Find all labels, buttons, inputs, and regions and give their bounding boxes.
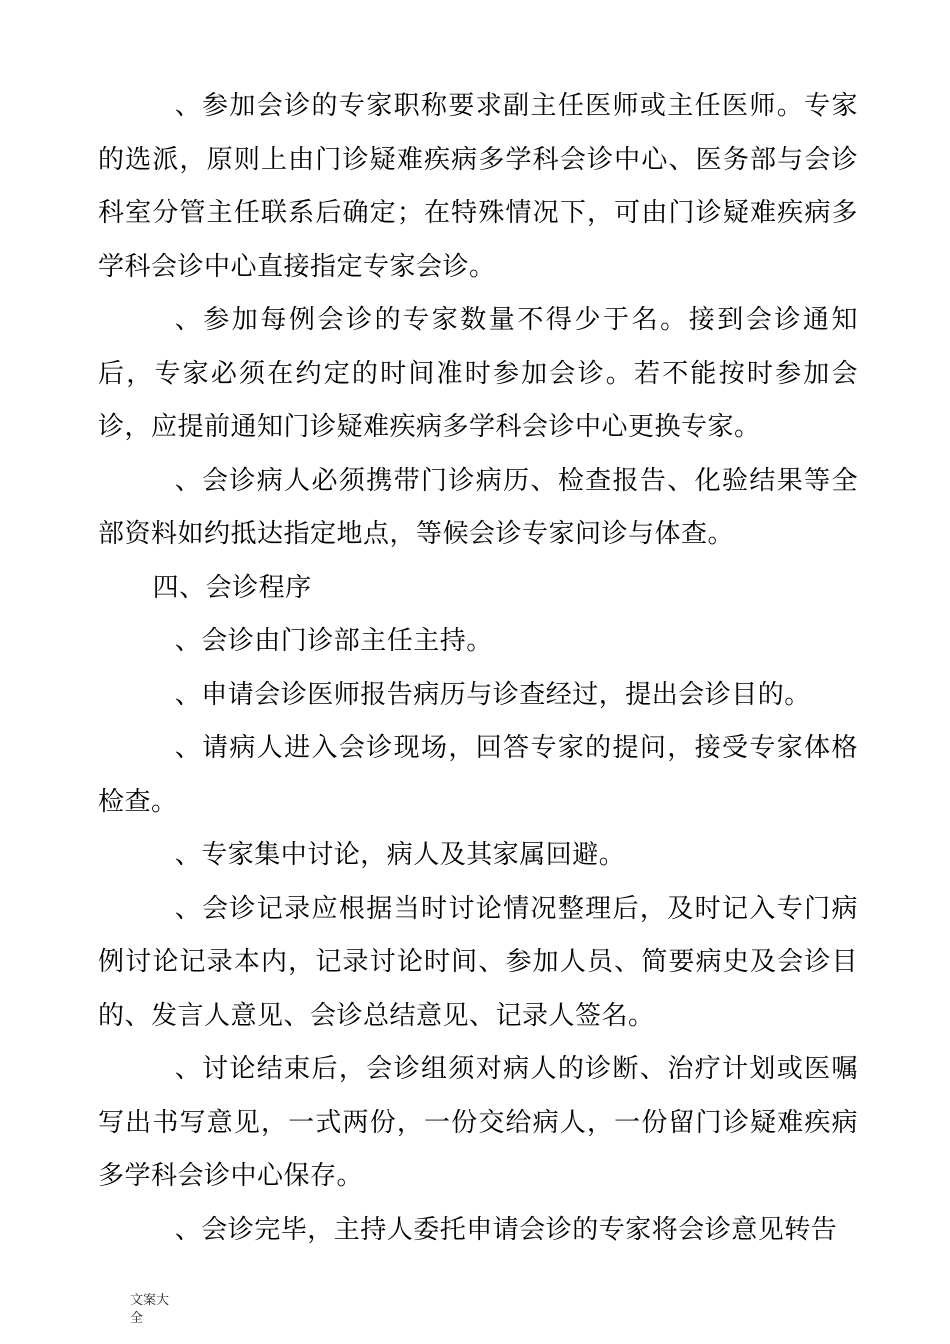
paragraph-completion: 、会诊完毕，主持人委托申请会诊的专家将会诊意见转告 [174,1214,838,1245]
paragraph-expert-count: 、参加每例会诊的专家数量不得少于名。接到会诊通知后，专家必须在约定的时间准时参加会诊。若不能按时参加会诊，应提前通知门诊疑难疾病多学科会诊中心更换专家。 [98,305,858,442]
footer-label: 文案大全 [130,1293,170,1326]
paragraph-patient-examination: 、请病人进入会诊现场，回答专家的提问，接受专家体格检查。 [98,733,858,817]
section-heading-procedure: 四、会诊程序 [152,572,312,603]
paragraph-records: 、会诊记录应根据当时讨论情况整理后，及时记入专门病例讨论记录本内，记录讨论时间、参加人员、简要病史及会诊目的、发言人意见、会诊总结意见、记录人签名。 [98,893,858,1031]
paragraph-case-report: 、申请会诊医师报告病历与诊查经过，提出会诊目的。 [174,679,811,710]
paragraph-expert-qualification: 、参加会诊的专家职称要求副主任医师或主任医师。专家的选派，原则上由门诊疑难疾病多学科会诊中心、医务部与会诊科室分管主任联系后确定；在特殊情况下，可由门诊疑难疾病多学科会诊中心直接指定专家会诊。 [98,91,858,282]
paragraph-written-opinion: 、讨论结束后，会诊组须对病人的诊断、治疗计划或医嘱写出书写意见，一式两份，一份交给病人，一份留门诊疑难疾病多学科会诊中心保存。 [98,1054,858,1191]
paragraph-discussion: 、专家集中讨论，病人及其家属回避。 [174,840,626,870]
paragraph-patient-materials: 、会诊病人必须携带门诊病历、检查报告、化验结果等全部资料如约抵达指定地点，等候会诊专家问诊与体查。 [98,465,858,549]
paragraph-host: 、会诊由门诊部主任主持。 [174,626,493,656]
document-body [98,80,858,1257]
